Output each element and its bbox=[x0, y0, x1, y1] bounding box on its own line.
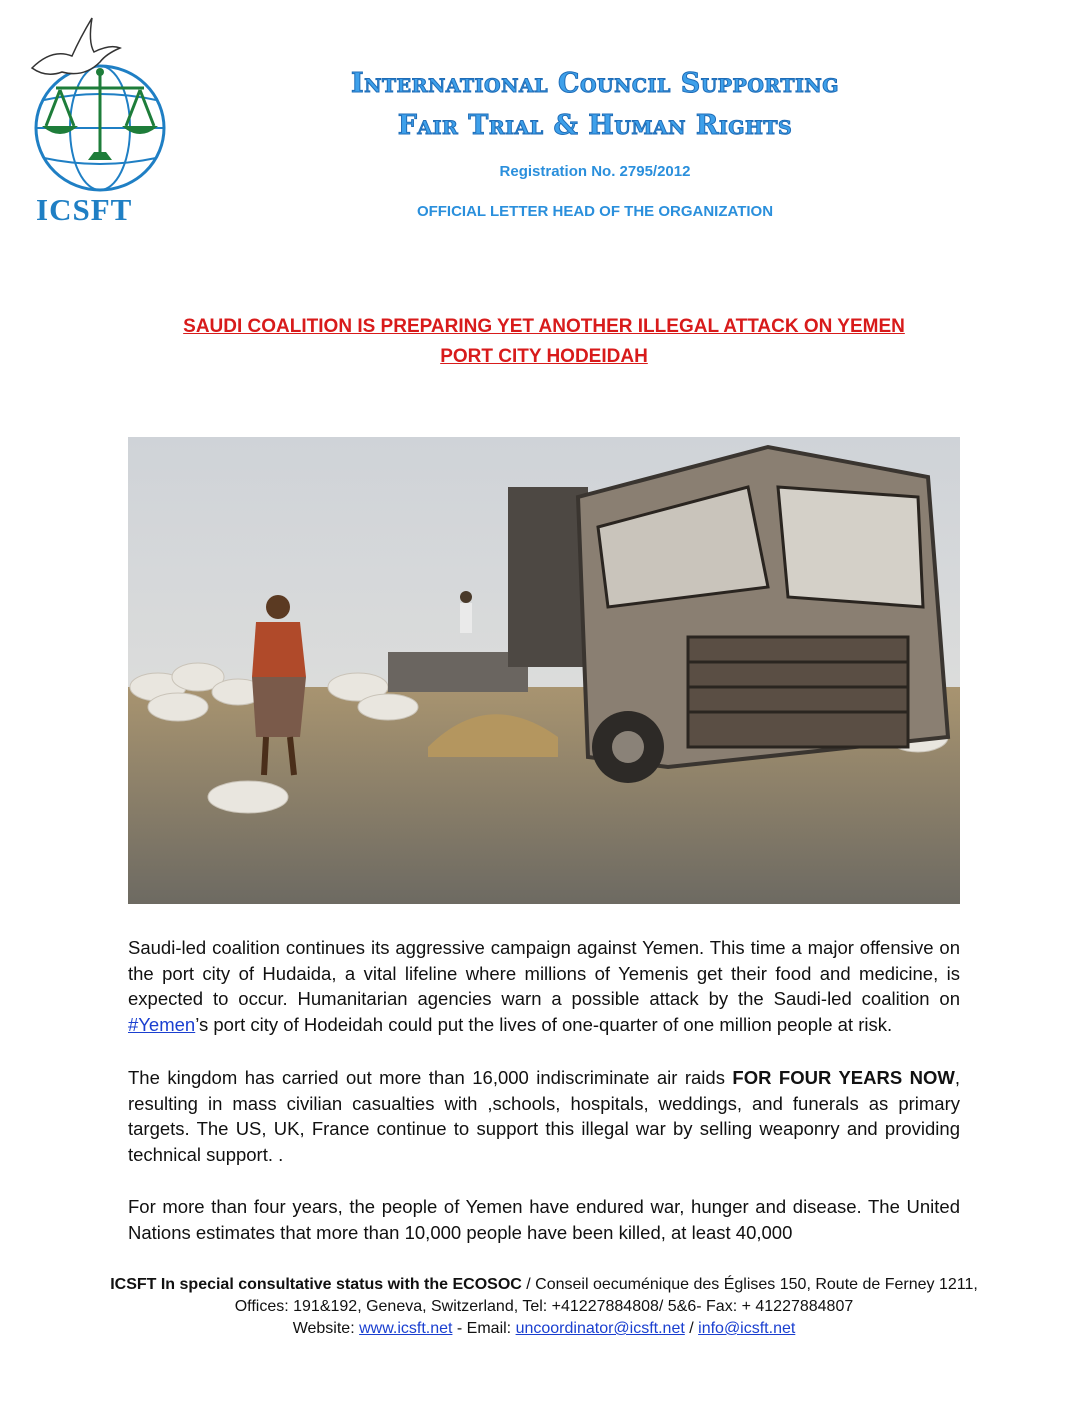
registration-number: Registration No. 2795/2012 bbox=[499, 163, 691, 180]
article-paragraph-3: For more than four years, the people of Yemen have endured war, hunger and disease. The United Nations estimates that more than 10,000 people have been killed, at least 40,000 bbox=[128, 1196, 960, 1243]
info-email-link[interactable]: info@icsft.net bbox=[698, 1320, 796, 1337]
paragraph-2-emphasis: FOR FOUR YEARS NOW bbox=[732, 1067, 955, 1088]
footer-address: / Conseil oecuménique des Églises 150, Route de Ferney 1211, Offices: 191&192, Geneva, Switzerland, Tel: +41227884808/ 5&6- Fax: + 41227884807 bbox=[234, 1276, 978, 1315]
headline-line-1: SAUDI COALITION IS PREPARING YET ANOTHER ILLEGAL ATTACK ON YEMEN bbox=[183, 316, 905, 337]
organization-name-line-2: Fair Trial & Human Rights bbox=[397, 110, 793, 141]
paragraph-1-text: Saudi-led coalition continues its aggressive campaign against Yemen. This time a major offensive on the port city of Hudaida, a vital lifeline where millions of Yemenis get their food and medicine, is expected to occur. Humanitarian agencies warn a possible attack by the Saudi-led coalition on bbox=[128, 937, 960, 1009]
footer-email-label: - Email: bbox=[452, 1320, 516, 1337]
article-paragraph-1 bbox=[128, 935, 960, 1037]
paragraph-2-text: The kingdom has carried out more than 16,000 indiscriminate air raids bbox=[128, 1067, 733, 1088]
footer-website-label: Website: bbox=[292, 1320, 360, 1337]
coordinator-email-link[interactable]: uncoordinator@icsft.net bbox=[515, 1320, 685, 1337]
organization-name-line-1: International Council Supporting bbox=[351, 68, 839, 99]
letterhead-caption: OFFICIAL LETTER HEAD OF THE ORGANIZATION bbox=[416, 203, 774, 220]
photo-illustration bbox=[128, 437, 960, 904]
footer-status: ICSFT In special consultative status with the ECOSOC bbox=[110, 1276, 522, 1293]
organization-logo bbox=[22, 8, 182, 223]
yemen-hashtag-link[interactable]: #Yemen bbox=[128, 1013, 196, 1035]
footer-separator: / bbox=[684, 1320, 699, 1337]
article-paragraph-2 bbox=[128, 1065, 960, 1167]
burned-truck-photo bbox=[128, 437, 960, 904]
paragraph-2-text-end: , resulting in mass civilian casualties with ,schools, hospitals, weddings, and funerals as primary targets. The US, UK, France continue to support this illegal war by selling weaponry and providing technical support. . bbox=[128, 1067, 960, 1165]
headline-line-2: PORT CITY HODEIDAH bbox=[440, 346, 648, 367]
dove-scales-globe-icon bbox=[22, 8, 182, 223]
page-footer bbox=[100, 1274, 988, 1340]
logo-text: ICSFT bbox=[36, 192, 133, 227]
paragraph-1-text-end: ’s port city of Hodeidah could put the lives of one-quarter of one million people at risk. bbox=[195, 1013, 893, 1035]
website-link[interactable]: www.icsft.net bbox=[359, 1320, 453, 1337]
